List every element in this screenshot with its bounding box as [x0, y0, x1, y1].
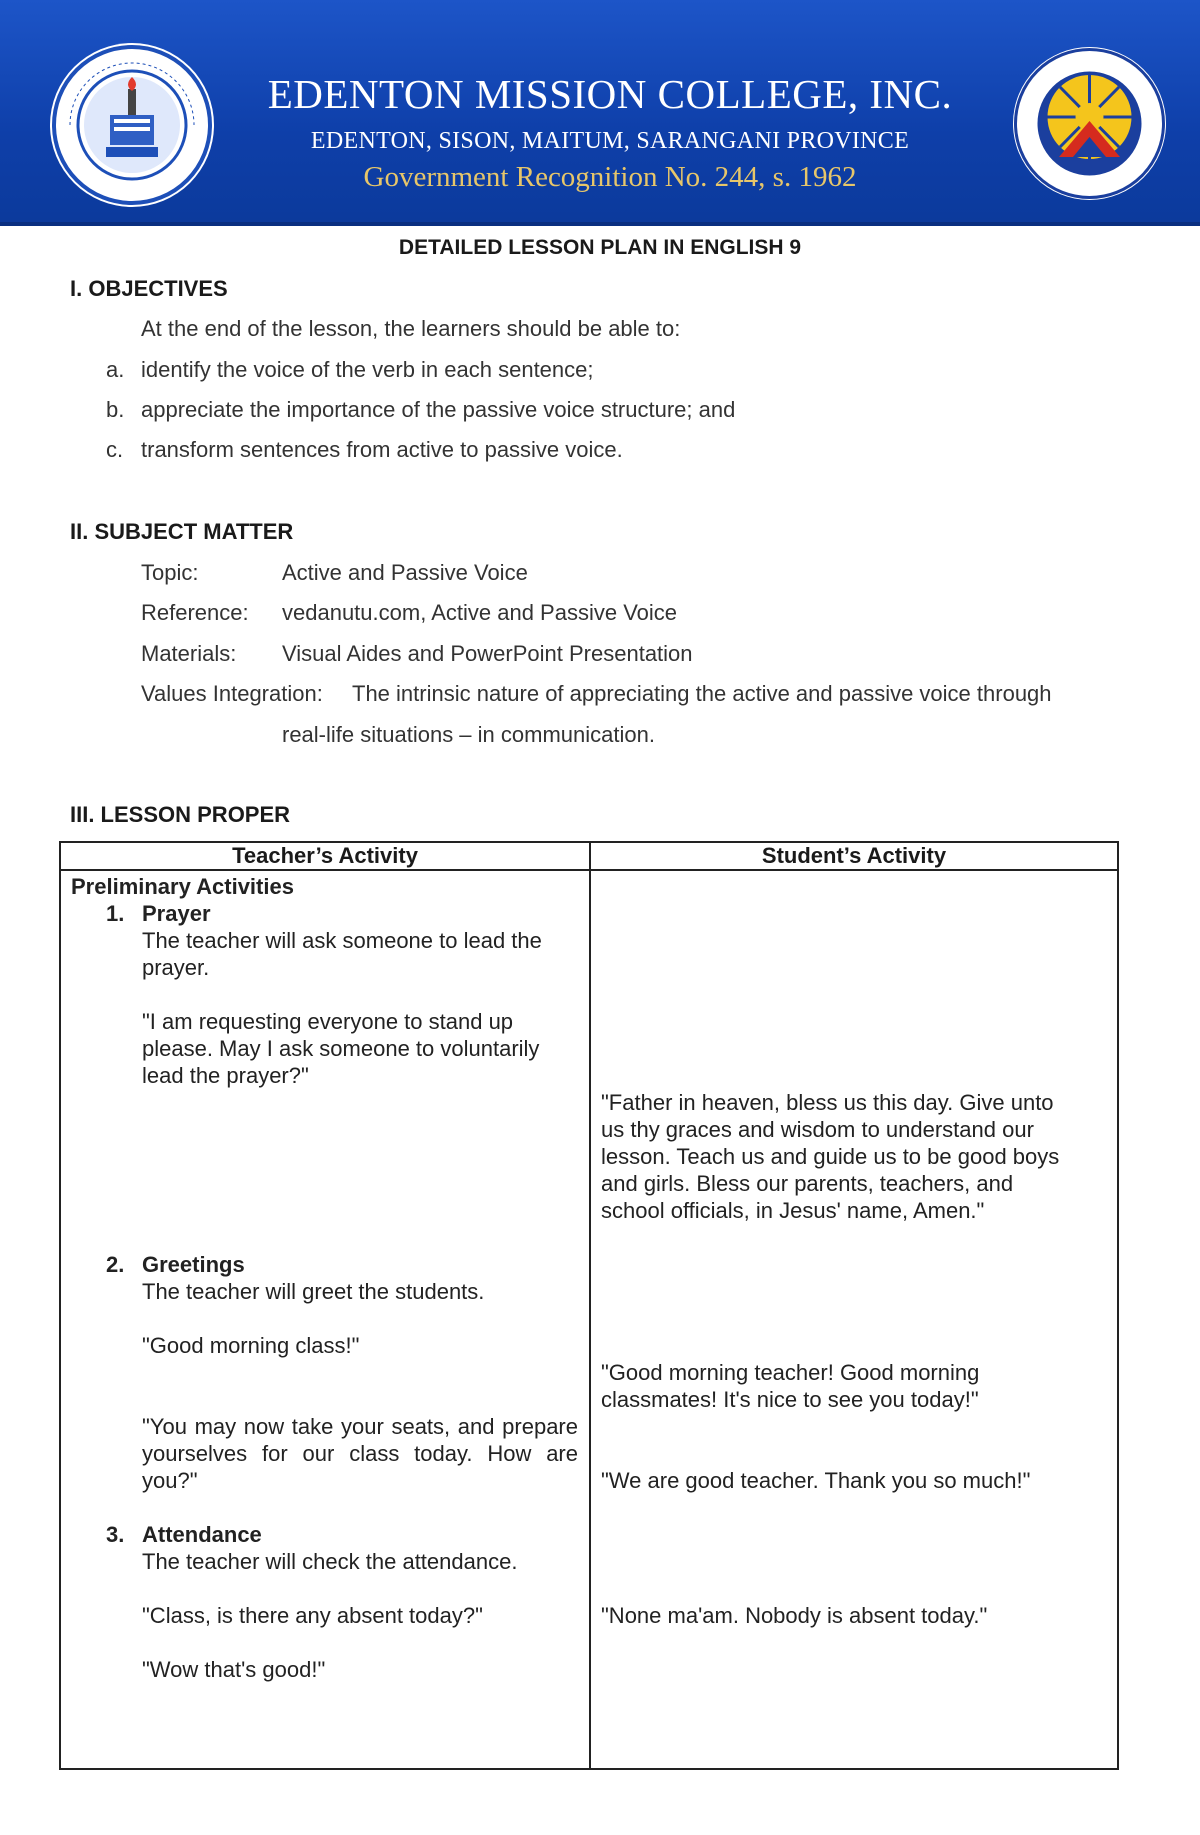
values-integration-value-cont: real-life situations – in communication. — [282, 722, 655, 747]
ched-seal-icon — [1013, 47, 1166, 200]
topic-value: Active and Passive Voice — [282, 560, 528, 585]
prayer-title: Prayer — [142, 901, 211, 926]
student-greeting-quote: "Good morning teacher! Good morning — [601, 1360, 980, 1385]
subject-matter-heading: II. SUBJECT MATTER — [70, 519, 294, 544]
objectives-intro: At the end of the lesson, the learners should be able to: — [141, 316, 681, 341]
materials-value: Visual Aides and PowerPoint Presentation — [282, 641, 693, 666]
attendance-number: 3. — [106, 1522, 125, 1547]
document-title: DETAILED LESSON PLAN IN ENGLISH 9 — [398, 236, 802, 259]
teacher-activity-cell — [60, 870, 590, 1769]
values-integration-label: Values Integration: — [141, 681, 323, 706]
student-prayer-quote-line: us thy graces and wisdom to understand our — [601, 1117, 1034, 1142]
prayer-description-cont: prayer. — [142, 955, 210, 980]
student-wellbeing-quote: "We are good teacher. Thank you so much!" — [601, 1468, 1031, 1493]
attendance-description: The teacher will check the attendance. — [142, 1549, 518, 1574]
teacher-activity-header: Teacher’s Activity — [60, 842, 590, 870]
greetings-title: Greetings — [142, 1252, 245, 1277]
lesson-activity-table — [59, 841, 1119, 1770]
student-activity-cell — [590, 870, 1118, 1769]
student-attendance-quote: "None ma'am. Nobody is absent today." — [601, 1603, 988, 1628]
prayer-number: 1. — [106, 901, 125, 926]
attendance-title: Attendance — [142, 1522, 262, 1547]
take-seats-quote: "You may now take your seats, and prepare yourselves for our class today. How are you?" — [142, 1414, 578, 1493]
greetings-description: The teacher will greet the students. — [142, 1279, 485, 1304]
materials-label: Materials: — [141, 641, 237, 666]
objective-marker: c. — [106, 437, 124, 462]
header-banner — [0, 0, 1200, 226]
objective-item: transform sentences from active to passive voice. — [141, 437, 623, 462]
objectives-heading: I. OBJECTIVES — [70, 276, 228, 301]
college-seal-icon — [50, 43, 214, 207]
values-integration-value: The intrinsic nature of appreciating the active and passive voice through — [352, 681, 1052, 706]
attendance-response-quote: "Wow that's good!" — [142, 1657, 326, 1682]
reference-label: Reference: — [141, 600, 249, 625]
prayer-description: The teacher will ask someone to lead the — [142, 928, 542, 953]
student-prayer-quote: "Father in heaven, bless us this day. Give unto — [601, 1090, 1054, 1115]
student-prayer-quote-line: lesson. Teach us and guide us to be good boys — [601, 1144, 1060, 1169]
preliminary-activities-title: Preliminary Activities — [71, 874, 294, 899]
greetings-number: 2. — [106, 1252, 125, 1277]
lesson-proper-heading: III. LESSON PROPER — [70, 802, 291, 827]
student-activity-header: Student’s Activity — [590, 842, 1118, 870]
objective-item: identify the voice of the verb in each sentence; — [141, 357, 594, 382]
college-name: EDENTON MISSION COLLEGE, INC. — [267, 71, 953, 117]
attendance-question-quote: "Class, is there any absent today?" — [142, 1603, 483, 1628]
objective-marker: a. — [106, 357, 125, 382]
reference-value: vedanutu.com, Active and Passive Voice — [282, 600, 678, 625]
student-prayer-quote-line: school officials, in Jesus' name, Amen." — [601, 1198, 985, 1223]
student-prayer-quote-line: and girls. Bless our parents, teachers, and — [601, 1171, 1014, 1196]
prayer-request-quote-end: lead the prayer?" — [142, 1063, 309, 1088]
topic-label: Topic: — [141, 560, 199, 585]
prayer-request-quote: "I am requesting everyone to stand up — [142, 1009, 514, 1034]
prayer-request-quote-cont: please. May I ask someone to voluntarily — [142, 1036, 540, 1061]
college-address: EDENTON, SISON, MAITUM, SARANGANI PROVINCE — [310, 128, 910, 154]
objective-marker: b. — [106, 397, 125, 422]
ched-seal-logo — [1013, 47, 1166, 200]
greetings-quote: "Good morning class!" — [142, 1333, 360, 1358]
student-greeting-quote-cont: classmates! It's nice to see you today!" — [601, 1387, 979, 1412]
government-recognition: Government Recognition No. 244, s. 1962 — [363, 161, 857, 193]
objective-item: appreciate the importance of the passive voice structure; and — [141, 397, 736, 422]
college-seal-logo — [50, 43, 214, 207]
